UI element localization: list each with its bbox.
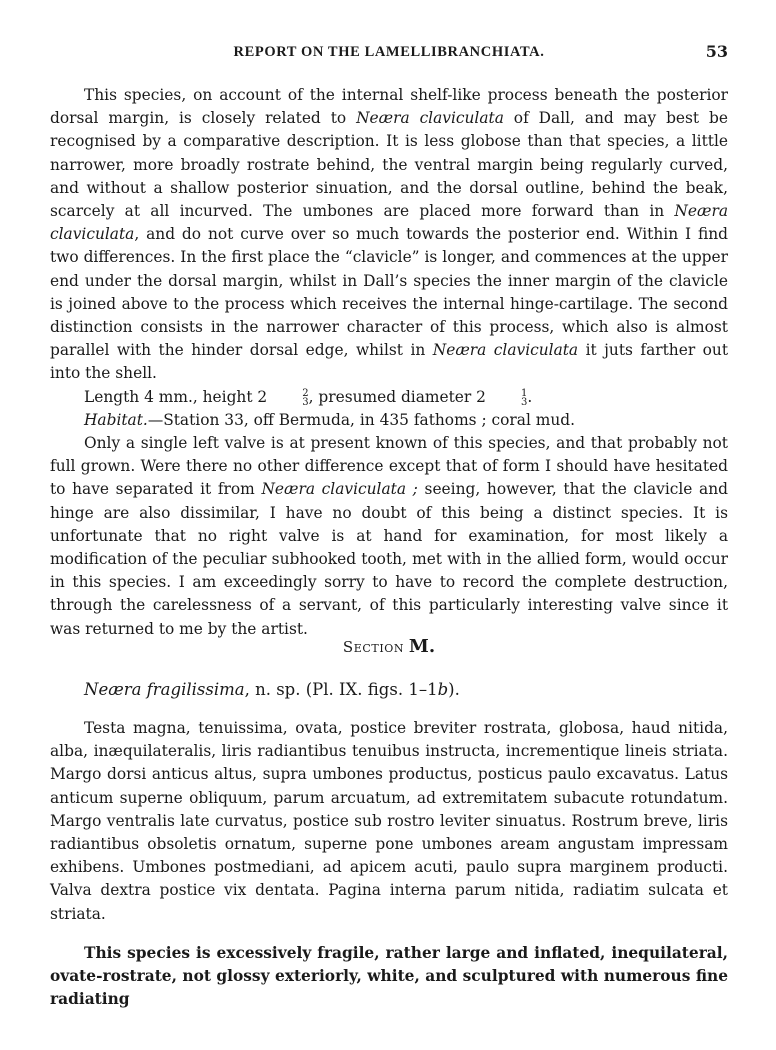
- paragraph-habitat: Habitat.—Station 33, off Bermuda, in 435 fathoms ; coral mud.: [84, 410, 576, 429]
- paragraph-remarks: Only a single left valve is at present known of this species, and that probably not full grown. Were there no other difference except that of form I should have hesitated to have separated it from Neæra claviculata ; seeing, however, that the clavicle and hinge are also dissimilar, I have no doubt of this being a distinct species. It is unfortunate that no right valve is at hand for examination, for most likely a modification of the peculiar subhooked tooth, met with in the allied form, would occur in this species. I am exceedingly sorry to have to record the complete destruction, through the carelessness of a servant, of this particularly interesting valve since it was returned to me by the artist.: [50, 434, 728, 638]
- species-heading: Neæra fragilissima, n. sp. (Pl. IX. figs. 1–1b).: [84, 680, 460, 699]
- paragraph-length: Length 4 mm., height 2 2 3 , presumed diameter 2 1 3 .: [84, 387, 533, 408]
- running-title: REPORT ON THE LAMELLIBRANCHIATA.: [233, 44, 545, 60]
- section-heading: Section M.: [342, 636, 436, 657]
- fraction: 2 3: [302, 387, 309, 408]
- body-text: [50, 84, 728, 641]
- fraction: 1 3: [520, 387, 528, 408]
- english-description: This species is excessively fragile, rather large and inflated, inequilateral, ovate-rostrate, not glossy exteriorly, white, and sculptured with numerous fine radiating: [50, 944, 728, 1009]
- paragraph-comparison: This species, on account of the internal shelf-like process beneath the posterior dorsal margin, is closely related to Neæra claviculata of Dall, and may best be recognised by a comparative description. It is less globose than that species, a little narrower, more broadly rostrate behind, the ventral margin being regularly curved, and without a shallow posterior sinuation, and the dorsal outline, behind the beak, scarcely at all incurved. The umbones are placed more forward than in Neæra claviculata, and do not curve over so much towards the posterior end. Within I find two differences. In the first place the “clavicle” is longer, and commences at the upper end under the dorsal margin, whilst in Dall’s species the inner margin of the clavicle is joined above to the process which receives the internal hinge-cartilage. The second distinction consists in the narrower character of this process, which also is almost parallel with the hinder dorsal edge, whilst in Neæra claviculata it juts farther out into the shell.: [50, 86, 729, 383]
- running-header: [50, 44, 728, 66]
- latin-description: Testa magna, tenuissima, ovata, postice breviter rostrata, globosa, haud nitida, alba, inæquilateralis, liris radiantibus tenuibus instructa, incrementique lineis striata. Margo dorsi anticus altus, supra umbones productus, posticus paulo excavatus. Latus anticum superne obliquum, parum arcuatum, ad extremitatem subacute rotundatum. Margo ventralis late curvatus, postice sub rostro leviter sinuatus. Rostrum breve, liris radiantibus obsoletis ornatum, superne pone umbones aream angustam impressam exhibens. Umbones postmediani, ad apicem acuti, paulo supra marginem producti. Valva dextra postice vix dentata. Pagina interna parum nitida, radiatim sulcata et striata.: [50, 719, 728, 923]
- page-number: 53: [705, 42, 728, 61]
